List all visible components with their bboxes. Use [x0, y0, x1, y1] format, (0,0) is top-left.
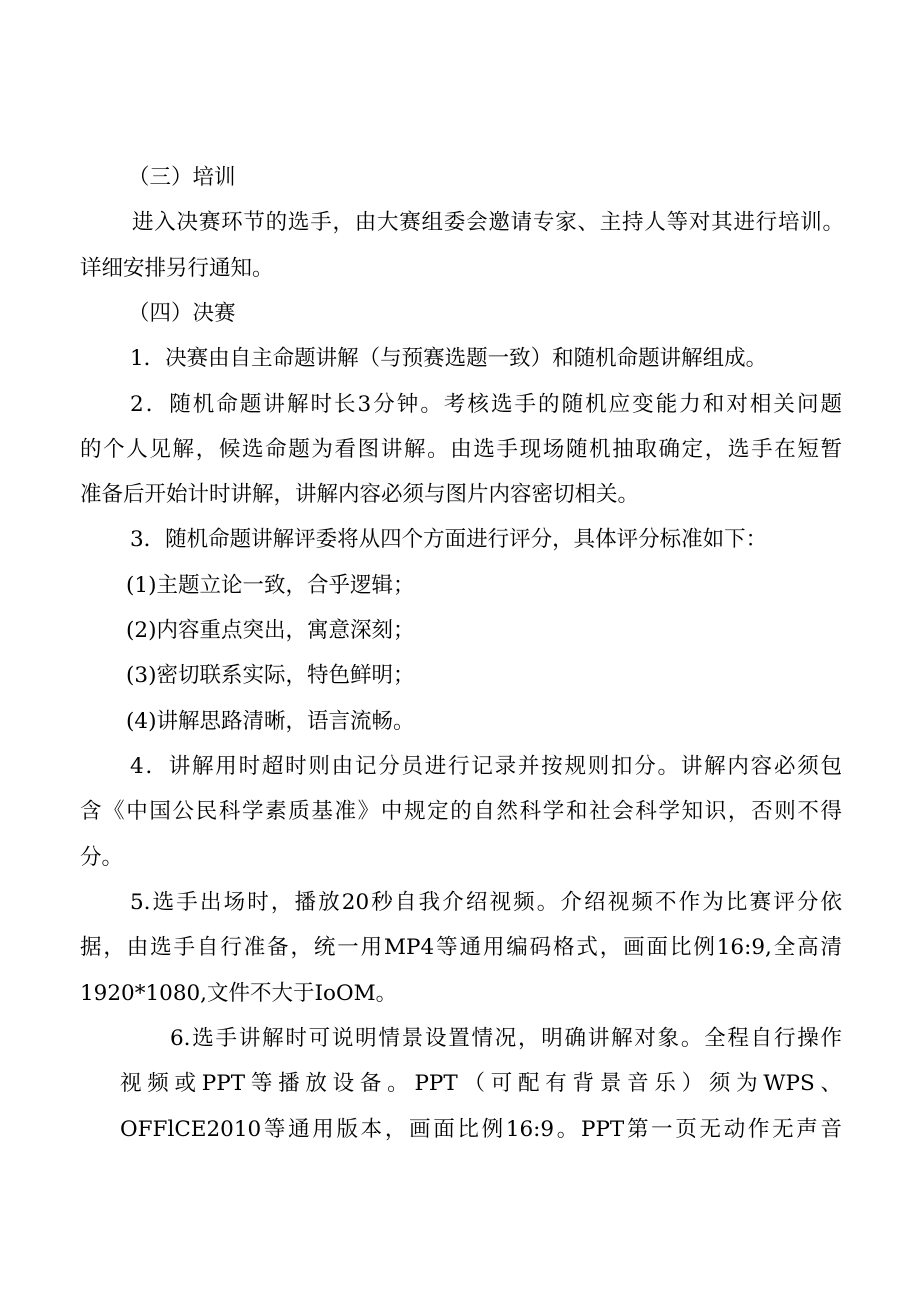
paragraph-line: 3．随机命题讲解评委将从四个方面进行评分，具体评分标准如下：: [130, 527, 768, 552]
paragraph-line: 1920*1080,文件不大于IoOM。: [80, 981, 398, 1006]
list-item: (4)讲解思路清晰，语言流畅。: [126, 709, 415, 734]
paragraph-line: 6.选手讲解时可说明情景设置情况，明确讲解对象。全程自行操作: [170, 1026, 842, 1051]
paragraph-line: 5.选手出场时，播放20秒自我介绍视频。介绍视频不作为比赛评分依: [130, 890, 842, 915]
paragraph-line: 的个人见解，候选命题为看图讲解。由选手现场随机抽取确定，选手在短暂: [80, 437, 842, 462]
paragraph-line: 含《中国公民科学素质基准》中规定的自然科学和社会科学知识，否则不得: [80, 799, 842, 824]
paragraph-line: 详细安排另行通知。: [80, 256, 274, 281]
paragraph-line: 分。: [80, 845, 124, 870]
paragraph-line: 进入决赛环节的选手，由大赛组委会邀请专家、主持人等对其进行培训。: [132, 210, 844, 235]
section-heading-training: （三）培训: [128, 165, 236, 190]
paragraph-line: 1．决赛由自主命题讲解（与预赛选题一致）和随机命题讲解组成。: [130, 346, 768, 371]
paragraph-line: 据，由选手自行准备，统一用MP4等通用编码格式，画面比例16:9,全高清: [80, 935, 842, 960]
paragraph-line: 准备后开始计时讲解，讲解内容必须与图片内容密切相关。: [80, 482, 640, 507]
paragraph-line: 2．随机命题讲解时长3分钟。考核选手的随机应变能力和对相关问题: [130, 392, 842, 417]
paragraph-line: OFFlCE2010等通用版本，画面比例16:9。PPT第一页无动作无声音: [120, 1117, 842, 1142]
list-item: (2)内容重点突出，寓意深刻；: [126, 618, 415, 643]
list-item: (3)密切联系实际，特色鲜明；: [126, 663, 415, 688]
paragraph-line: 视频或PPT等播放设备。PPT（可配有背景音乐）须为WPS、: [120, 1071, 842, 1096]
list-item: (1)主题立论一致，合乎逻辑；: [126, 573, 415, 598]
section-heading-final: （四）决赛: [128, 301, 236, 326]
paragraph-line: 4．讲解用时超时则由记分员进行记录并按规则扣分。讲解内容必须包: [130, 754, 842, 779]
